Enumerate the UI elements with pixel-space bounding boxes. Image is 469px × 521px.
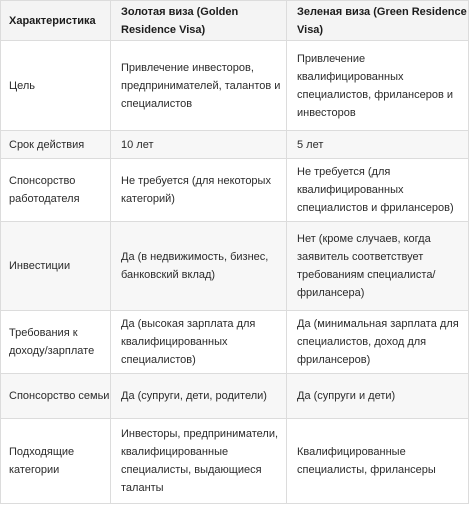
golden-cell: Привлечение инвесторов, предпринимателей, талантов и специалистов [111, 41, 287, 131]
row-label: Подходящие категории [1, 419, 111, 504]
golden-cell: Да (супруги, дети, родители) [111, 374, 287, 419]
golden-cell: Не требуется (для некоторых категорий) [111, 159, 287, 222]
row-label: Требования к доходу/зарплате [1, 311, 111, 374]
table-row [1, 159, 469, 222]
header-golden-visa: Золотая виза (Golden Residence Visa) [111, 1, 287, 41]
row-label: Срок действия [1, 131, 111, 159]
golden-cell: Да (в недвижимость, бизнес, банковский вклад) [111, 222, 287, 311]
header-green-visa: Зеленая виза (Green Residence Visa) [287, 1, 469, 41]
table-row [1, 419, 469, 504]
green-cell: Квалифицированные специалисты, фрилансеры [287, 419, 469, 504]
green-cell: Не требуется (для квалифицированных специалистов и фрилансеров) [287, 159, 469, 222]
row-label: Инвестиции [1, 222, 111, 311]
green-cell: 5 лет [287, 131, 469, 159]
row-label: Спонсорство работодателя [1, 159, 111, 222]
golden-cell: Инвесторы, предприниматели, квалифицированные специалисты, выдающиеся таланты [111, 419, 287, 504]
green-cell: Привлечение квалифицированных специалистов, фрилансеров и инвесторов [287, 41, 469, 131]
row-label: Спонсорство семьи [1, 374, 111, 419]
table-body [1, 41, 469, 504]
header-characteristic: Характеристика [1, 1, 111, 41]
table-row [1, 222, 469, 311]
table-row [1, 374, 469, 419]
golden-cell: Да (высокая зарплата для квалифицированных специалистов) [111, 311, 287, 374]
green-cell: Нет (кроме случаев, когда заявитель соответствует требованиям специалиста/фрилансера) [287, 222, 469, 311]
table-row [1, 311, 469, 374]
golden-cell: 10 лет [111, 131, 287, 159]
green-cell: Да (минимальная зарплата для специалистов, доход для фрилансеров) [287, 311, 469, 374]
green-cell: Да (супруги и дети) [287, 374, 469, 419]
table-row [1, 131, 469, 159]
table-header [1, 1, 469, 41]
row-label: Цель [1, 41, 111, 131]
table-row [1, 41, 469, 131]
header-row [1, 1, 469, 41]
